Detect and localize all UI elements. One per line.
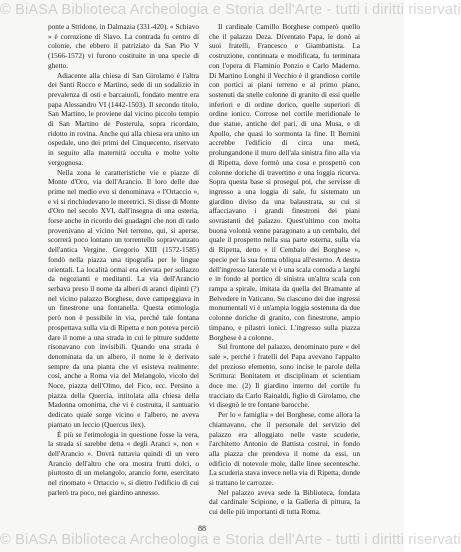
paragraph: Nel palazzo aveva sede la Biblioteca, fondata dal cardinale Scipione, e la Galleria di pittura, la cui delle più importanti di tutta Roma. <box>209 487 360 517</box>
left-text-column <box>48 22 199 526</box>
page-number: 88 <box>198 524 206 533</box>
paragraph: Il cardinale Camillo Borghese comperò quello che il palazzo Deza. Diventato Papa, le donò ai suoi fratelli, Francesco e Giambattista. La costruzione, continuata e modificata, fu terminata con l'opera di Flaminio Ponzio e Carlo Maderno. Di Martino Longhi il Vecchio è il grandioso cortile con portici ai piani terreno e al primo piano, sostenuti da snelle colonne di granito di essi quelle inferiori e di ordine dorico, quelle superiori di ordine ionico. Corrose nel cortile meridionale le due statue, antiche del pari, di una Musa, e di Apollo, che quasi lo sormonta la fine. Il Bernini accrebbe l'edificio di circa una metà, prolungandone il muro dell'ala sinistra fino alla via di Ripetta, dove formò una cosa e prospettò con colonne doriche di travertino e una loggia ricurva. Sopra questa base si proseguì poi, che servisse di ingresso a una loggia di sale, fu sistemato un giardino diviso da una balaustrata, su cui si affacciavano i grandi finestroni dei piani sovrastanti del palazzo. Quest'ultimo con molta buona volontà venne paragonato a un cembalo, del quale il prospetto nella sua parte esterna, sulla via di Ripetta, detto « il Cembalo dei Borghese », specie per la sua forma obliqua all'esterno. A destra dell'ingresso laterale vi è una scala comoda a larghi e in fondo al portico di sinistra un'altra scala con rampa a spirale, imitata da quella del Bramante al Belvedere in Vaticano. Su ciascuno dei due ingressi monumentali vi è un'ampia loggia sostenuta da due colonne doriche di granito, con finestrone, ampio timpano, e pilastri ionici. L'ingresso sulla piazza Borghese è a colonne. <box>209 22 360 342</box>
paragraph: ponte a Stridone, in Dalmazia (331-420). « Schiavo » è corruzione di Slavo. La contrada fu centro di colonie, che ebbero il patriziato da San Pio V (1566-1572) vi furono costituite in una specie di ghetto. <box>48 22 199 70</box>
watermark-top: © BiASA Biblioteca Archeologia e Storia dell'Arte - tutti i diritti riservati <box>0 2 461 18</box>
paragraph: Sul frontone del palazzo, denominato pure « del sale », perché i fratelli del Papa avevano l'appalto del prezioso elemento, sono incise le parole della Scrittura: Bonitatem et disciplinam et scientiam doce me. (2) Il giardino interno del cortile fu tracciato da Carlo Rainaldi, figlio di Girolamo, che vi disegnò le tre fontane barocche. <box>209 342 360 410</box>
paragraph: È più se l'etimologia in questione fosse la vera, la strada si sarebbe detta « degli Aranci », non « dell'Arancio ». Dovrà tuttavia quindi di un vero Arancio dell'altro che ora mostra frutti dolci, o piuttosto di un melangolo, arancio forte, esercitato nel rinomato « Ortaccio », si dietro l'edificio di cui parlerò tra poco, nel giardino annesso. <box>48 429 199 497</box>
paragraph: Nella zona le caratteristiche vie e piazze di Monte d'Oro, via dell'Arancio. Il loro delle due prime nel medio evo si denominava « l'Ortaccio », e vi si rinchiudevano le meretrici. Si disse di Monte d'Oro nel secolo XVI, dall'insegna di una osteria, forse anche in ricordo dei guadagni che non di rado provenivano al vicino Nel terreno, qui, si aperse, scorrerà poco lontano un torrentello sopravvanzato dell'antica Vergine. Gregorio XIII (1572-1585) fondò nella piazza una tipografia per le lingue orientali. La località ormai era elevata per sollazzo da negozianti e meditanti. La via dell'Arancio serbava preso il nome da alberi di aranci dipinti (?) nel vicino palazzo Borghese, dove campeggiava in un finestrone una fontanella. Questa etimologia però non è possibile in via, perché tale fontana prospettava sulla via di Ripetta e non poteva perciò dare il nome a una strada in cui le pitture suddette risonavano con invisibili. Quando una strada è denominata da un albero, il nome le è derivato sempre da una pianta che vi esisteva realmente: così, anche a Roma via del Melangolo, vicolo del Noce, piazza dell'Olmo, del Fico, ecc. Persino a piazza della Quercia, intitolata alla chiesa della Madonna omonima, che vi è costruita, il santuario dedicato quale sorge vicino e l'albero, ne aveva piantato un leccio (Quercus ilex). <box>48 167 199 429</box>
right-text-column <box>209 22 360 526</box>
paragraph: Per lo « famiglia » dei Borghese, come allora la chiamavano, che il personale del servizio del palazzo era alloggiato nelle vaste scuderie, l'architetto Antonio de Battista costruì, in fondo alla piazza che prendeva il nome da essi, un edificio di notevole mole, dalle linee secentesche. La scuderia stava invece nella via di Ripetta, donde si trattano le carrozze. <box>209 410 360 488</box>
paragraph: Adiacente alla chiesa di San Girolamo è l'altra dei Santi Rocco e Martino, sede di un sodalizio in prevalenza di osti e barcaiuoli, fondato mentre era papa Alessandro VI (1442-1503). Il secondo titolo, San Martino, le proviene dal vicino piccolo tempio di San Martino de Posterula, sopra ricordato, ridotto in rovina. Anche qui alla chiesa era unito un ospedale, uno dei primi del Cinquecento, riservato in seguito alla maternità occulta e molte volte vergognosa. <box>48 70 199 167</box>
watermark-bottom: © BiASA Biblioteca Archeologia e Storia dell'Arte - tutti i diritti riservati <box>0 532 461 548</box>
